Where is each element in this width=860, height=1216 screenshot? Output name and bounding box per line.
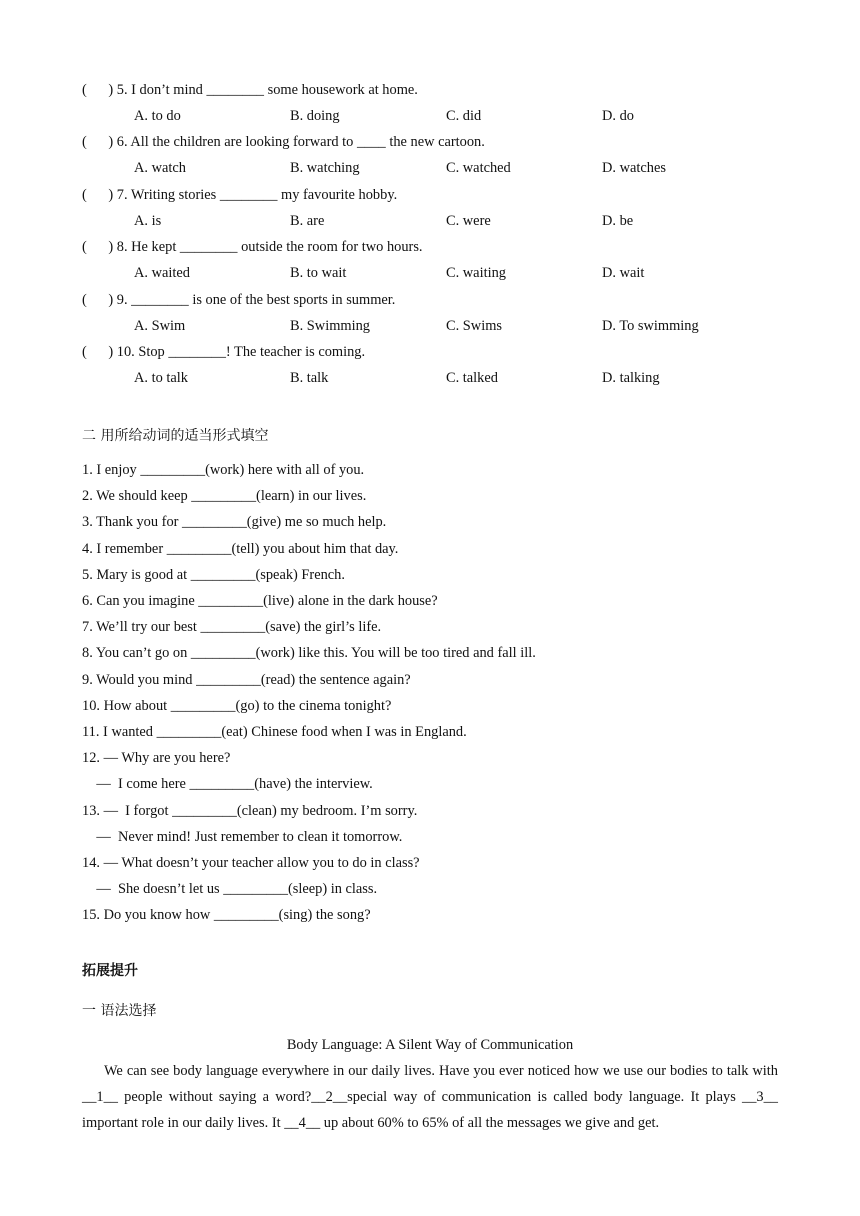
answer-option: C. did [446,108,482,124]
question-stem: ( ) 7. Writing stories ________ my favourite hobby. [82,186,398,203]
fill-blank-item: 11. I wanted _________(eat) Chinese food when I was in England. [82,724,467,740]
fill-blank-item: 10. How about _________(go) to the cinema tonight? [82,697,392,714]
answer-option: D. watches [602,160,666,177]
answer-option: B. are [290,212,325,229]
section-heading-extension: 拓展提升 [82,963,138,979]
fill-blank-item: 7. We’ll try our best _________(save) the girl’s life. [82,619,382,636]
answer-option: D. do [602,108,634,124]
fill-blank-item: 14. — What doesn’t your teacher allow you to do in class? [82,855,420,871]
question-stem: ( ) 10. Stop ________! The teacher is coming. [82,344,366,360]
answer-option: C. talked [446,370,498,386]
answer-option: A. is [134,212,162,229]
passage-title: Body Language: A Silent Way of Communication [286,1037,574,1053]
section-heading: 二 用所给动词的适当形式填空 [82,428,269,444]
answer-option: C. waiting [446,265,506,282]
fill-blank-item: 2. We should keep _________(learn) in our lives. [82,488,367,505]
answer-option: A. Swim [134,317,186,334]
fill-blank-item: 3. Thank you for _________(give) me so much help. [82,514,387,531]
question-stem: ( ) 6. All the children are looking forward to ____ the new cartoon. [82,134,485,151]
fill-blank-item: 9. Would you mind _________(read) the sentence again? [82,671,411,688]
fill-blank-item: 1. I enjoy _________(work) here with all of you. [82,462,365,478]
fill-blank-item: 13. — I forgot _________(clean) my bedroom. I’m sorry. [82,802,418,819]
answer-option: D. talking [602,370,660,386]
answer-option: C. were [446,212,491,229]
answer-option: A. to do [134,108,181,124]
answer-option: D. wait [602,265,645,282]
question-stem: ( ) 5. I don’t mind ________ some housework at home. [82,82,418,98]
question-stem: ( ) 9. ________ is one of the best sports in summer. [82,291,396,308]
fill-blank-item: — I come here _________(have) the interview. [82,776,373,793]
answer-option: A. to talk [134,370,188,386]
answer-option: A. watch [134,160,186,177]
answer-option: B. to wait [290,265,347,282]
answer-option: D. To swimming [602,317,699,334]
section-subheading: 一 语法选择 [82,1003,157,1019]
fill-blank-item: — She doesn’t let us _________(sleep) in class. [82,881,378,898]
fill-blank-item: 5. Mary is good at _________(speak) French. [82,566,345,583]
passage-paragraph: We can see body language everywhere in our daily lives. Have you ever noticed how we use our bodies to talk with __1__ people without saying a word?__2__special way of communication is called body language. It plays __3__ important role in our daily lives. It __4__ up about 60% to 65% of all the messages we give and get. [82,1063,778,1131]
answer-option: A. waited [134,265,190,282]
answer-option: B. Swimming [290,317,370,334]
answer-option: B. watching [290,160,360,177]
answer-option: B. talk [290,370,329,386]
answer-option: B. doing [290,108,340,124]
fill-blank-item: 4. I remember _________(tell) you about him that day. [82,540,399,557]
answer-option: C. Swims [446,317,502,334]
fill-blank-item: 12. — Why are you here? [82,750,231,767]
answer-option: C. watched [446,160,511,177]
fill-blank-item: 8. You can’t go on _________(work) like this. You will be too tired and fall ill. [82,645,536,662]
fill-blank-item: 6. Can you imagine _________(live) alone in the dark house? [82,593,438,609]
answer-option: D. be [602,212,634,229]
fill-blank-item: — Never mind! Just remember to clean it tomorrow. [82,828,403,845]
fill-blank-item: 15. Do you know how _________(sing) the song? [82,907,371,924]
question-stem: ( ) 8. He kept ________ outside the room for two hours. [82,239,423,256]
